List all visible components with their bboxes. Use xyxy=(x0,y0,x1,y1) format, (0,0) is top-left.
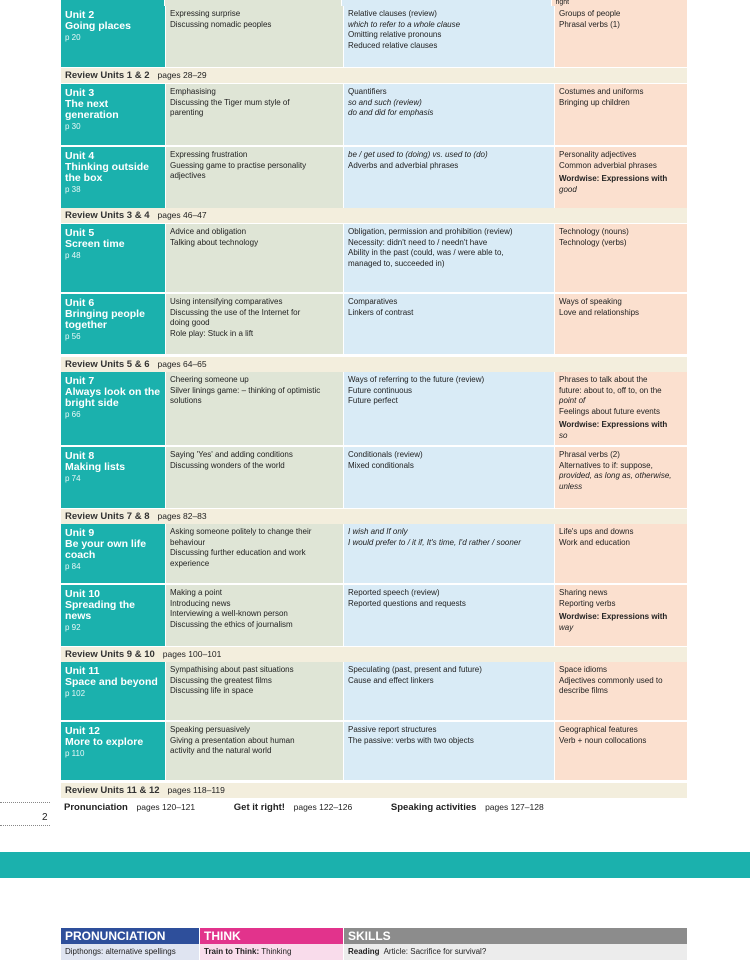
cell-line: Omitting relative pronouns xyxy=(348,30,442,39)
cell-line: Giving a presentation about human xyxy=(170,735,295,745)
next-table-row xyxy=(61,944,687,960)
functions-cell xyxy=(165,447,343,508)
cell-line: which to refer to a whole clause xyxy=(348,19,461,29)
unit-page: p 110 xyxy=(65,749,85,758)
unit-cell[interactable] xyxy=(61,524,165,583)
cell-line: Ways of speaking xyxy=(559,297,622,306)
cell-line: Technology (verbs) xyxy=(559,237,627,247)
cell-line: Necessity: didn't need to / needn't have xyxy=(348,237,488,247)
unit-row xyxy=(61,447,687,509)
cell-line: Life's ups and downs xyxy=(559,527,634,536)
unit-label: Unit 3 xyxy=(65,87,95,99)
unit-row xyxy=(61,662,687,721)
cell-line: Interviewing a well-known person xyxy=(170,609,288,618)
grammar-cell xyxy=(343,224,554,292)
unit-page: p 66 xyxy=(65,410,81,419)
unit-label: Unit 5 xyxy=(65,227,95,239)
cell-line: Geographical features xyxy=(559,725,638,734)
vocabulary-cell xyxy=(554,585,687,646)
vocabulary-cell xyxy=(554,6,687,67)
speaking-activities-link[interactable]: Speaking activities xyxy=(390,802,477,813)
unit-row xyxy=(61,294,687,355)
cell-line: provided, as long as, otherwise, xyxy=(559,471,672,480)
review-pages: pages 82–83 xyxy=(157,511,207,521)
cell-line: Discussing the ethics of journalism xyxy=(170,619,293,629)
functions-cell xyxy=(165,147,343,208)
page-number: 2 xyxy=(42,812,48,823)
unit-row xyxy=(61,722,687,781)
unit-cell[interactable] xyxy=(61,447,165,508)
cell-line: Common adverbial phrases xyxy=(559,160,657,170)
review-label: Review Units 9 & 10 xyxy=(65,649,155,660)
review-row[interactable] xyxy=(61,783,687,798)
pronunciation-link[interactable]: Pronunciation xyxy=(64,802,128,813)
cell-line: Quantifiers xyxy=(348,87,387,96)
cell-line: Technology (nouns) xyxy=(559,227,629,236)
cell-line: experience xyxy=(170,558,210,568)
cell-line: Expressing frustration xyxy=(170,150,248,159)
cell-line: Silver linings game: – thinking of optimistic xyxy=(170,385,321,395)
unit-page: p 56 xyxy=(65,332,81,341)
unit-title: together xyxy=(65,319,107,331)
cell-line: adjectives xyxy=(170,171,206,180)
vocabulary-cell xyxy=(554,662,687,720)
cell-line: Sharing news xyxy=(559,588,608,597)
cell-line: Making a point xyxy=(170,588,223,597)
cell-line: Future continuous xyxy=(348,385,413,395)
cell-line: Discussing life in space xyxy=(170,686,254,695)
think-cell xyxy=(199,944,343,960)
cell-line: Role play: Stuck in a lift xyxy=(170,328,254,338)
cell-line: Discussing the use of the Internet for xyxy=(170,307,301,317)
cell-line: Groups of people xyxy=(559,9,621,18)
review-row[interactable] xyxy=(61,647,687,662)
grammar-cell xyxy=(343,372,554,445)
cell-line: Discussing wonders of the world xyxy=(170,460,285,470)
cell-line: Phrasal verbs (1) xyxy=(559,19,620,29)
cell-line: Obligation, permission and prohibition (review) xyxy=(348,227,513,236)
cell-line: Discussing the Tiger mum style of xyxy=(170,97,290,107)
unit-page: p 102 xyxy=(65,689,86,698)
pronunciation-pages: pages 120–121 xyxy=(136,802,196,812)
unit-cell[interactable] xyxy=(61,6,165,67)
review-pages: pages 28–29 xyxy=(157,70,207,80)
grammar-cell xyxy=(343,447,554,508)
grammar-cell xyxy=(343,524,554,583)
cell-line: Alternatives to if: suppose, xyxy=(559,460,653,470)
review-pages: pages 100–101 xyxy=(162,649,222,659)
vocabulary-cell xyxy=(554,294,687,354)
think-header: THINK xyxy=(199,928,343,944)
unit-row xyxy=(61,372,687,446)
unit-cell[interactable] xyxy=(61,722,165,780)
cell-line: Reported speech (review) xyxy=(348,588,440,597)
cell-line: Mixed conditionals xyxy=(348,460,414,470)
cell-line: The passive: verbs with two objects xyxy=(348,735,474,745)
unit-label: Unit 4 xyxy=(65,150,95,162)
review-label: Review Units 5 & 6 xyxy=(65,359,150,370)
cell-line: Adverbs and adverbial phrases xyxy=(348,160,459,170)
unit-page: p 48 xyxy=(65,251,81,260)
vocabulary-cell xyxy=(554,372,687,445)
get-it-right-link[interactable]: Get it right! xyxy=(233,802,285,813)
unit-label: Unit 6 xyxy=(65,297,95,309)
cell-line: Reported questions and requests xyxy=(348,598,466,608)
unit-page: p 74 xyxy=(65,474,81,483)
cell-line: Reduced relative clauses xyxy=(348,40,438,50)
skills-cell xyxy=(343,944,687,960)
get-it-right-pages: pages 122–126 xyxy=(293,802,353,812)
pronunciation-cell: Dipthongs: alternative spellings xyxy=(61,944,199,960)
cell-line: Sympathising about past situations xyxy=(170,665,294,674)
vocabulary-cell xyxy=(554,84,687,145)
unit-cell[interactable] xyxy=(61,147,165,208)
unit-page: p 30 xyxy=(65,122,81,131)
review-pages: pages 46–47 xyxy=(157,210,207,220)
review-label: Review Units 11 & 12 xyxy=(65,785,160,796)
cell-line: good xyxy=(559,184,577,194)
unit-label: Unit 2 xyxy=(65,9,95,21)
unit-cell[interactable] xyxy=(61,662,165,720)
review-label: Review Units 1 & 2 xyxy=(65,70,150,81)
grammar-cell xyxy=(343,662,554,720)
unit-label: Unit 8 xyxy=(65,450,95,462)
vocabulary-cell xyxy=(554,447,687,508)
functions-cell xyxy=(165,6,343,67)
vocabulary-cell xyxy=(554,524,687,583)
unit-row xyxy=(61,585,687,647)
partial-text: right xyxy=(551,0,688,6)
cell-line: I would prefer to / it if, It's time, I'd rather / sooner xyxy=(348,537,521,547)
cell-line: Expressing surprise xyxy=(170,9,241,18)
unit-label: Unit 10 xyxy=(65,588,101,600)
unit-cell[interactable] xyxy=(61,224,165,292)
cell-line: describe films xyxy=(559,686,608,695)
margin-rule xyxy=(0,825,50,826)
cell-line: Talking about technology xyxy=(170,237,259,247)
cell-line: Wordwise: Expressions with xyxy=(559,174,668,183)
unit-label: Unit 7 xyxy=(65,375,95,387)
unit-title: Bringing people xyxy=(65,308,145,320)
think-cell-text: Thinking xyxy=(261,947,292,956)
functions-cell xyxy=(165,224,343,292)
unit-row xyxy=(61,524,687,584)
cell-line: Comparatives xyxy=(348,297,398,306)
grammar-cell xyxy=(343,147,554,208)
unit-title: Always look on the xyxy=(65,386,161,398)
cell-line: Adjectives commonly used to xyxy=(559,675,663,685)
review-row[interactable] xyxy=(61,509,687,524)
cell-line: Linkers of contrast xyxy=(348,307,414,317)
grammar-cell xyxy=(343,84,554,145)
unit-label: Unit 11 xyxy=(65,665,100,677)
unit-cell[interactable] xyxy=(61,372,165,445)
cell-line: Personality adjectives xyxy=(559,150,637,159)
functions-cell xyxy=(165,662,343,720)
review-pages: pages 64–65 xyxy=(157,359,207,369)
skills-header: SKILLS xyxy=(343,928,687,944)
cell-line: do and did for emphasis xyxy=(348,108,434,117)
review-label: Review Units 3 & 4 xyxy=(65,210,150,221)
review-pages: pages 118–119 xyxy=(167,785,225,795)
cell-line: Space idioms xyxy=(559,665,608,674)
cell-line: Conditionals (review) xyxy=(348,450,423,459)
skills-cell-text: Article: Sacrifice for survival? xyxy=(383,947,487,956)
unit-title: More to explore xyxy=(65,736,144,748)
unit-title: coach xyxy=(65,549,96,561)
functions-cell xyxy=(165,294,343,354)
unit-title: Spreading the xyxy=(65,599,136,611)
grammar-cell xyxy=(343,722,554,780)
unit-row xyxy=(61,147,687,209)
cell-line: point of xyxy=(559,396,586,405)
cell-line: Feelings about future events xyxy=(559,406,660,416)
review-row[interactable] xyxy=(61,208,687,223)
cell-line: Phrases to talk about the xyxy=(559,375,648,384)
cell-line: unless xyxy=(559,481,583,491)
unit-title: Space and beyond xyxy=(65,676,158,688)
unit-title: Be your own life xyxy=(65,538,147,550)
vocabulary-cell xyxy=(554,224,687,292)
vocabulary-cell xyxy=(554,722,687,780)
skills-cell-bold: Reading xyxy=(348,947,380,956)
cell-line: Introducing news xyxy=(170,598,231,608)
cell-line: Phrasal verbs (2) xyxy=(559,450,620,459)
speaking-activities-pages: pages 127–128 xyxy=(485,802,544,812)
unit-title: Thinking outside xyxy=(65,161,149,173)
cell-line: Guessing game to practise personality xyxy=(170,160,307,170)
cell-line: Reporting verbs xyxy=(559,598,616,608)
cell-line: Cheering someone up xyxy=(170,375,249,384)
pronunciation-header: PRONUNCIATION xyxy=(61,928,199,944)
cell-line: doing good xyxy=(170,318,210,327)
unit-page: p 38 xyxy=(65,185,81,194)
cell-line: Saying 'Yes' and adding conditions xyxy=(170,450,293,459)
cell-line: Using intensifying comparatives xyxy=(170,297,283,306)
teal-band xyxy=(0,852,750,878)
vocabulary-cell xyxy=(554,147,687,208)
cell-line: Ways of referring to the future (review) xyxy=(348,375,485,384)
cell-line: Cause and effect linkers xyxy=(348,675,434,685)
cell-line: Wordwise: Expressions with xyxy=(559,612,668,621)
cell-line: Work and education xyxy=(559,537,631,547)
unit-row xyxy=(61,224,687,293)
cell-line: Asking someone politely to change their xyxy=(170,527,312,536)
functions-cell xyxy=(165,585,343,646)
cell-line: managed to, succeeded in) xyxy=(348,258,445,268)
next-table-header xyxy=(61,928,687,944)
review-row[interactable] xyxy=(61,68,687,83)
cell-line: way xyxy=(559,622,574,632)
unit-title: The next xyxy=(65,98,109,110)
cell-line: be / get used to (doing) vs. used to (do) xyxy=(348,150,488,159)
cell-line: Speaking persuasively xyxy=(170,725,251,734)
cell-line: Wordwise: Expressions with xyxy=(559,420,668,429)
cell-line: so xyxy=(559,430,568,440)
cell-line: Costumes and uniforms xyxy=(559,87,644,96)
unit-page: p 84 xyxy=(65,562,81,571)
unit-title: news xyxy=(65,610,92,622)
cell-line: parenting xyxy=(170,108,204,117)
cell-line: solutions xyxy=(170,396,202,405)
review-row[interactable] xyxy=(61,357,687,372)
cell-line: Speculating (past, present and future) xyxy=(348,665,482,674)
footer-links xyxy=(64,802,550,813)
unit-title: the box xyxy=(65,172,103,184)
cell-line: Verb + noun collocations xyxy=(559,735,647,745)
margin-rule xyxy=(0,802,50,803)
cell-line: activity and the natural world xyxy=(170,746,272,755)
unit-title: Screen time xyxy=(65,238,125,250)
unit-cell[interactable] xyxy=(61,294,165,354)
unit-page: p 20 xyxy=(65,33,81,42)
cell-line: Bringing up children xyxy=(559,97,630,107)
unit-cell[interactable] xyxy=(61,84,165,145)
unit-cell[interactable] xyxy=(61,585,165,646)
functions-cell xyxy=(165,372,343,445)
unit-row xyxy=(61,6,687,68)
cell-line: Emphasising xyxy=(170,87,216,96)
cell-line: Passive report structures xyxy=(348,725,437,734)
unit-title: generation xyxy=(65,109,119,121)
cell-line: Ability in the past (could, was / were able to, xyxy=(348,248,504,257)
cell-line: Discussing further education and work xyxy=(170,548,306,557)
unit-title: Making lists xyxy=(65,461,126,473)
cell-line: Relative clauses (review) xyxy=(348,9,437,18)
grammar-cell xyxy=(343,6,554,67)
cell-line: I wish and If only xyxy=(348,527,408,536)
grammar-cell xyxy=(343,585,554,646)
unit-title: Going places xyxy=(65,20,131,32)
cell-line: so and such (review) xyxy=(348,97,422,107)
unit-label: Unit 12 xyxy=(65,725,101,737)
cell-line: Discussing the greatest films xyxy=(170,675,272,685)
cell-line: future: about to, off to, on the xyxy=(559,385,662,395)
cell-line: Future perfect xyxy=(348,396,398,405)
grammar-cell xyxy=(343,294,554,354)
unit-row xyxy=(61,84,687,146)
unit-page: p 92 xyxy=(65,623,81,632)
cell-line: Discussing nomadic peoples xyxy=(170,19,272,29)
unit-title: bright side xyxy=(65,397,119,409)
cell-line: behaviour xyxy=(170,537,206,547)
functions-cell xyxy=(165,524,343,583)
functions-cell xyxy=(165,84,343,145)
functions-cell xyxy=(165,722,343,780)
cell-line: Advice and obligation xyxy=(170,227,247,236)
think-cell-bold: Train to Think: xyxy=(204,947,260,956)
cell-line: Love and relationships xyxy=(559,307,640,317)
review-label: Review Units 7 & 8 xyxy=(65,511,150,522)
unit-label: Unit 9 xyxy=(65,527,95,539)
